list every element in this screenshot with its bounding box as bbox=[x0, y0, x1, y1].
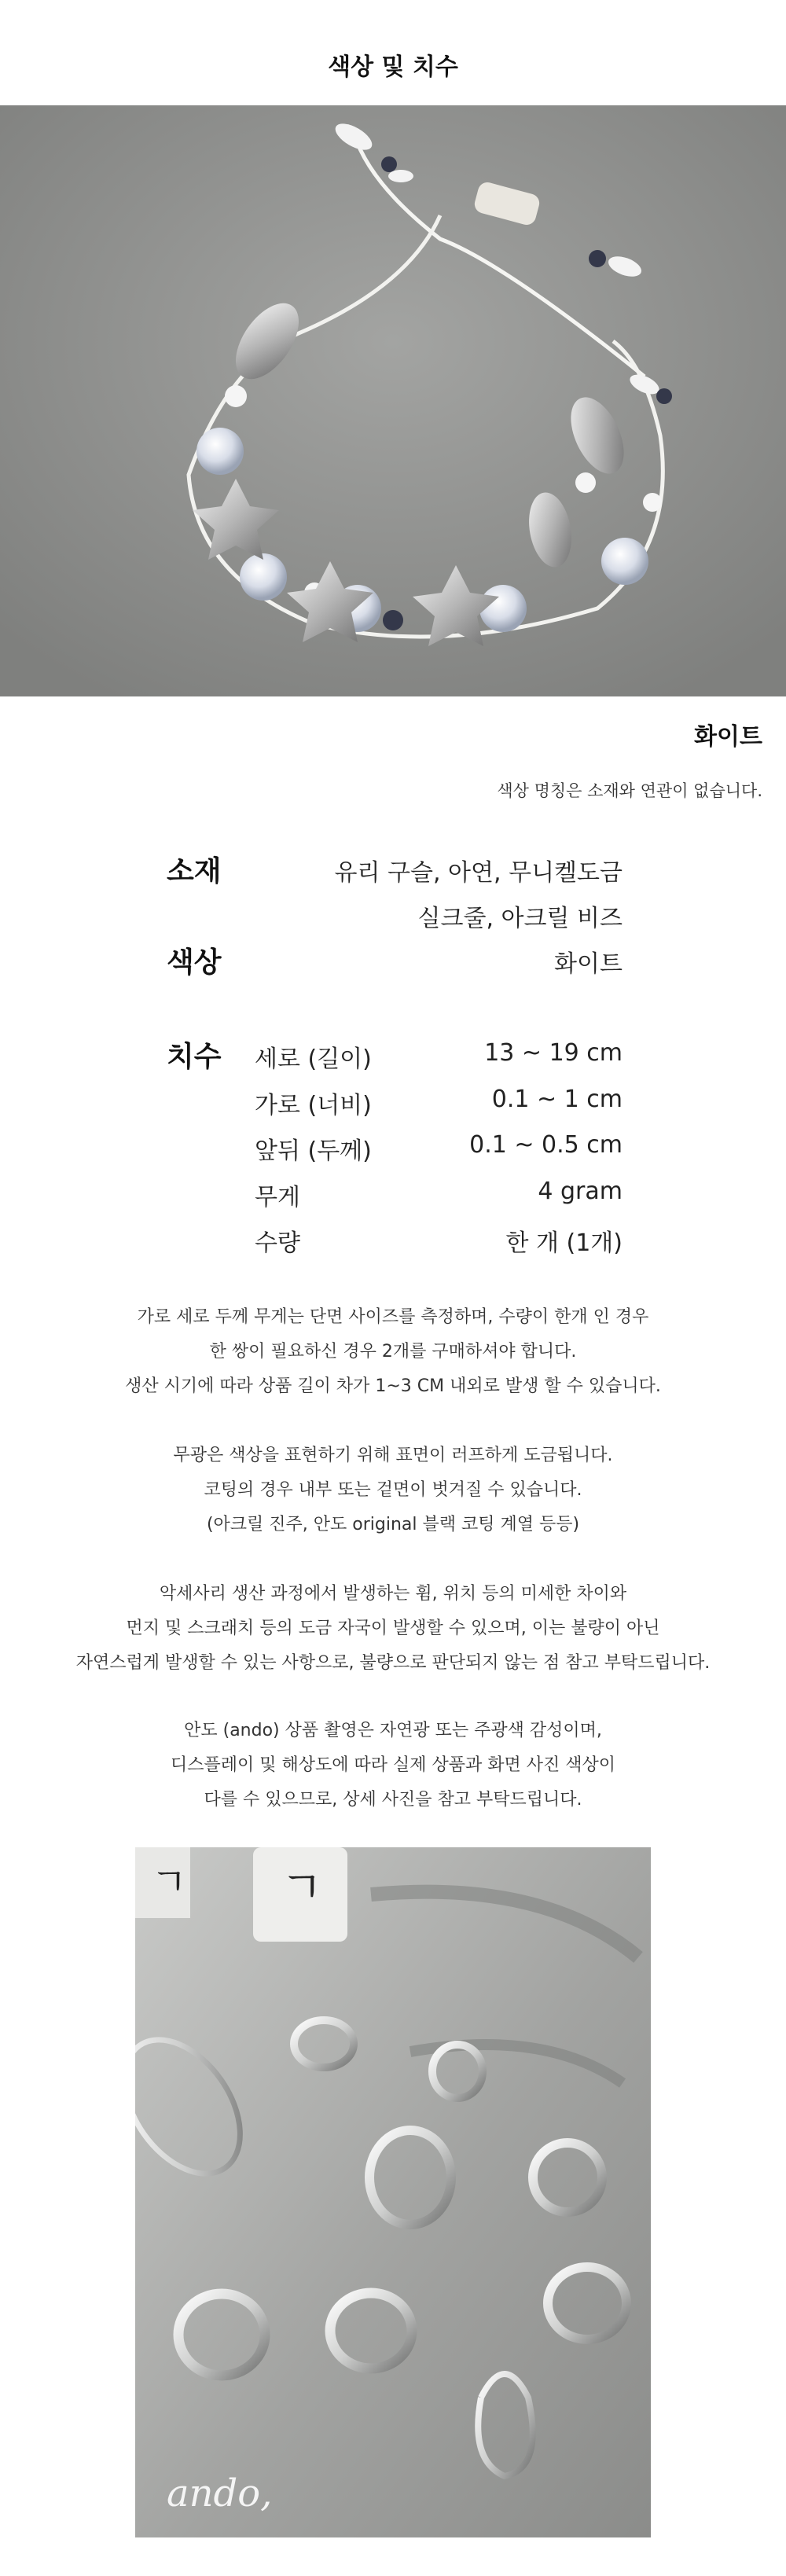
note-line: (아크릴 진주, 안도 original 블랙 코팅 계열 등등) bbox=[206, 1515, 580, 1534]
note-line: 한 쌍이 필요하신 경우 2개를 구매하셔야 합니다. bbox=[209, 1342, 577, 1361]
page-title: 색상 및 치수 bbox=[328, 53, 458, 81]
note-line: 코팅의 경우 내부 또는 겉면이 벗겨질 수 있습니다. bbox=[204, 1480, 582, 1500]
note-line: 가로 세로 두께 무게는 단면 사이즈를 측정하며, 수량이 한개 인 경우 bbox=[137, 1307, 649, 1327]
brand-photo-rings bbox=[135, 1847, 651, 2537]
material-label: 소재 bbox=[167, 855, 222, 887]
dimension-label: 세로 (길이) bbox=[255, 1045, 372, 1073]
dimension-value: 한 개 (1개) bbox=[505, 1229, 623, 1257]
svg-text:ㄱ: ㄱ bbox=[281, 1862, 324, 1913]
note-line: 악세사리 생산 과정에서 발생하는 휨, 위치 등의 미세한 차이와 bbox=[159, 1584, 627, 1604]
note-line: 자연스럽게 발생할 수 있는 사항으로, 불량으로 판단되지 않는 점 참고 부탁드립니다. bbox=[75, 1653, 711, 1673]
dimension-value: 4 gram bbox=[538, 1178, 623, 1205]
note-line: 무광은 색상을 표현하기 위해 표면이 러프하게 도금됩니다. bbox=[173, 1446, 613, 1465]
dimension-label: 앞뒤 (두께) bbox=[255, 1137, 372, 1165]
color-name: 화이트 bbox=[694, 723, 762, 751]
dimension-value: 13 ~ 19 cm bbox=[484, 1039, 623, 1067]
dimension-label: 수량 bbox=[255, 1229, 300, 1257]
color-value: 화이트 bbox=[554, 950, 623, 978]
note-line: 안도 (ando) 상품 촬영은 자연광 또는 주광색 감성이며, bbox=[184, 1721, 602, 1740]
note-line: 먼지 및 스크래치 등의 도금 자국이 발생할 수 있으며, 이는 불량이 아닌 bbox=[126, 1619, 660, 1638]
photo-signature: ando, bbox=[167, 2471, 273, 2515]
dimension-label: 무게 bbox=[255, 1184, 300, 1211]
note-line: 다를 수 있으므로, 상세 사진을 참고 부탁드립니다. bbox=[204, 1790, 582, 1810]
color-label: 색상 bbox=[167, 946, 222, 979]
material-line: 유리 구슬, 아연, 무니켈도금 bbox=[334, 859, 623, 887]
notes-paragraph bbox=[0, 1577, 786, 1681]
notes-paragraph bbox=[0, 1714, 786, 1817]
product-photo-bracelet bbox=[0, 105, 786, 696]
material-line: 실크줄, 아크릴 비즈 bbox=[417, 905, 623, 932]
notes-paragraph bbox=[0, 1300, 786, 1404]
color-note: 색상 명칭은 소재와 연관이 없습니다. bbox=[497, 781, 762, 800]
size-label: 치수 bbox=[167, 1041, 222, 1073]
dimension-value: 0.1 ~ 1 cm bbox=[491, 1086, 623, 1113]
dimension-label: 가로 (너비) bbox=[255, 1092, 372, 1119]
svg-text:ㄱ: ㄱ bbox=[151, 1860, 188, 1904]
note-line: 디스플레이 및 해상도에 따라 실제 상품과 화면 사진 색상이 bbox=[171, 1755, 615, 1775]
dimension-value: 0.1 ~ 0.5 cm bbox=[469, 1131, 623, 1159]
notes-paragraph bbox=[0, 1439, 786, 1542]
note-line: 생산 시기에 따라 상품 길이 차가 1~3 CM 내외로 발생 할 수 있습니다. bbox=[125, 1376, 661, 1396]
